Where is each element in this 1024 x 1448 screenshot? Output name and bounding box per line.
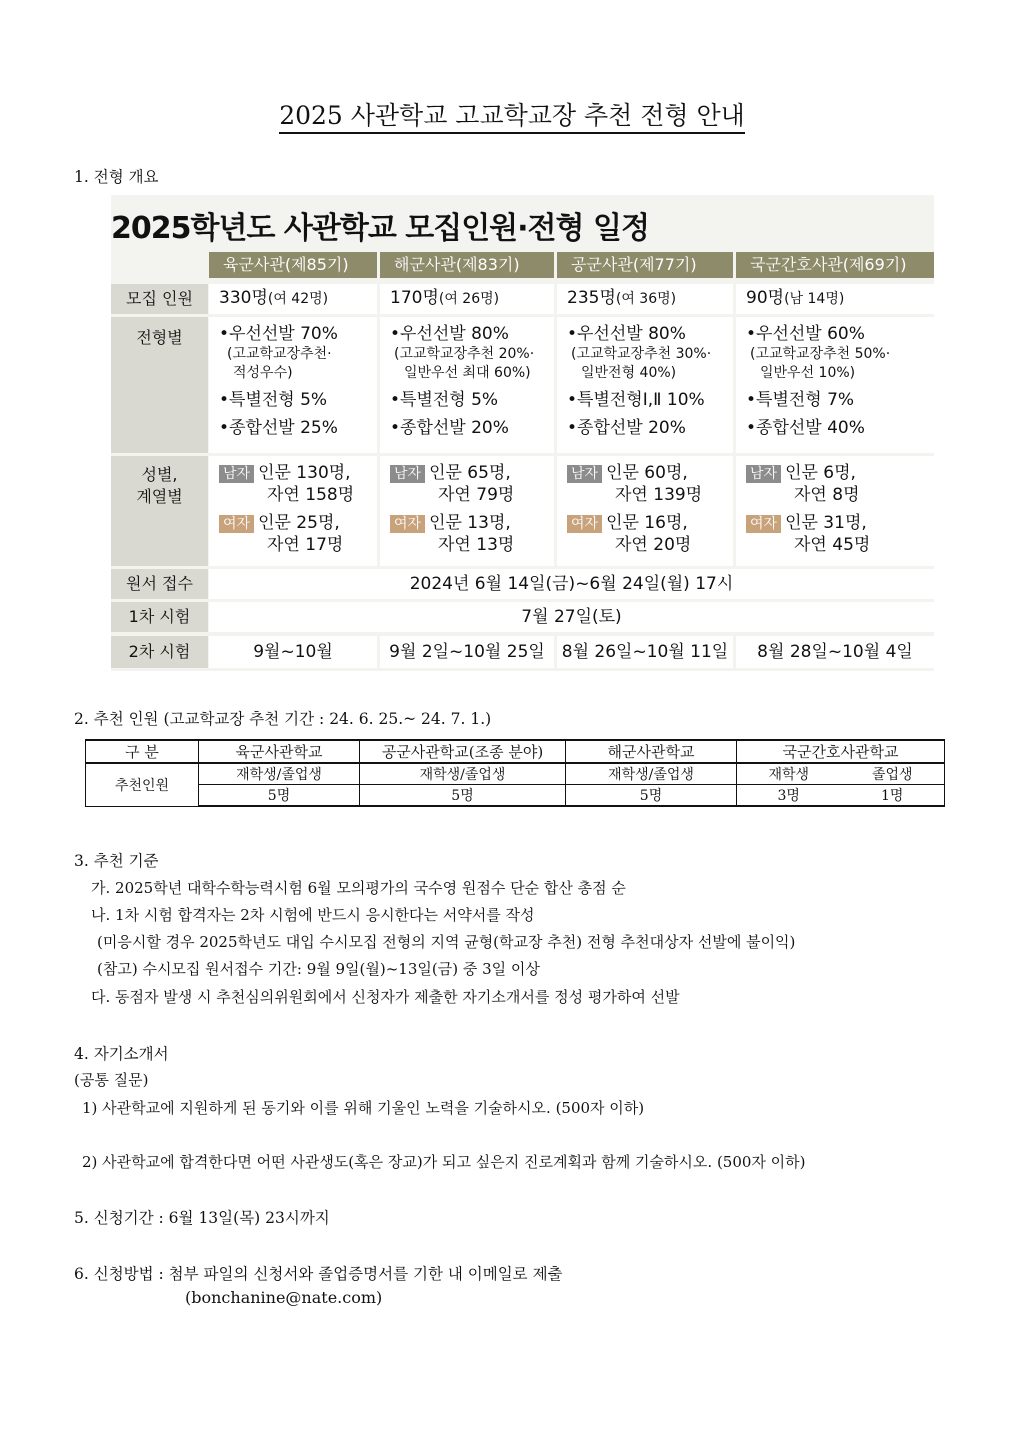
table-header-nursing: 국군간호사관학교 [737, 740, 945, 763]
school-header-nursing: 국군간호사관(제69기) [736, 252, 934, 278]
table-sub-army: 재학생/졸업생 [199, 763, 360, 785]
section-2-heading: 2. 추천 인원 (고교학교장 추천 기간 : 24. 6. 25.~ 24. 7. 1.) [74, 710, 492, 728]
exam2-army: 9월~10월 [209, 636, 377, 668]
row-label-gender [111, 456, 208, 566]
email-address[interactable]: (bonchanine@nate.com) [185, 1288, 383, 1307]
row-label-exam1: 1차 시험 [111, 602, 208, 632]
section-1-heading: 1. 전형 개요 [74, 168, 159, 186]
table-count-army: 5명 [199, 785, 360, 807]
exam2-nursing: 8월 28일~10월 4일 [736, 636, 934, 668]
table-sub-airforce: 재학생/졸업생 [360, 763, 566, 785]
criteria-item-a: 가. 2025학년 대학수학능력시험 6월 모의평가의 국수영 원점수 단순 합산 총점 순 [91, 879, 626, 897]
exam2-airforce: 8월 26일~10월 11일 [557, 636, 733, 668]
criteria-item-reference: (참고) 수시모집 원서접수 기간: 9월 9일(월)~13일(금) 중 3일 이상 [97, 960, 540, 978]
table-count-navy: 5명 [566, 785, 737, 807]
exam1-date: 7월 27일(토) [209, 602, 934, 632]
school-header-army: 육군사관(제85기) [209, 252, 377, 278]
apply-period: 2024년 6월 14일(금)~6월 24일(월) 17시 [209, 569, 934, 599]
gender-nursing: 남자 인문 6명, 자연 8명 여자 인문 31명, 자연 45명 [736, 456, 934, 566]
gender-airforce: 남자 인문 60명, 자연 139명 여자 인문 16명, 자연 20명 [557, 456, 733, 566]
section-4-heading: 4. 자기소개서 [74, 1045, 169, 1063]
school-header-airforce: 공군사관(제77기) [557, 252, 733, 278]
table-header-division: 구 분 [86, 740, 199, 763]
recruit-army: 330명(여 42명) [209, 284, 377, 314]
recommendation-table [85, 739, 945, 807]
row-label-apply: 원서 접수 [111, 569, 208, 599]
infographic-title: 2025학년도 사관학교 모집인원·전형 일정 [111, 211, 649, 246]
row-label-exam2: 2차 시험 [111, 636, 208, 668]
table-sub-nursing-current: 재학생 [737, 763, 841, 785]
table-count-nursing-grad: 1명 [840, 785, 944, 807]
row-label-type: 전형별 [111, 317, 208, 453]
section-6-heading: 6. 신청방법 : 첨부 파일의 신청서와 졸업증명서를 기한 내 이메일로 제출 [74, 1265, 563, 1283]
table-count-nursing-current: 3명 [737, 785, 841, 807]
recruit-airforce: 235명(여 36명) [557, 284, 733, 314]
recruitment-infographic [111, 195, 934, 671]
essay-question-1: 1) 사관학교에 지원하게 된 동기와 이를 위해 기울인 노력을 기술하시오. (500자 이하) [82, 1099, 645, 1117]
table-sub-navy: 재학생/졸업생 [566, 763, 737, 785]
table-header-navy: 해군사관학교 [566, 740, 737, 763]
table-row-label: 추천인원 [86, 763, 199, 806]
criteria-item-b: 나. 1차 시험 합격자는 2차 시험에 반드시 응시한다는 서약서를 작성 [91, 906, 535, 924]
section-5-heading: 5. 신청기간 : 6월 13일(목) 23시까지 [74, 1209, 330, 1227]
essay-question-2: 2) 사관학교에 합격한다면 어떤 사관생도(혹은 장교)가 되고 싶은지 진로계획과 함께 기술하시오. (500자 이하) [82, 1153, 806, 1171]
table-header-army: 육군사관학교 [199, 740, 360, 763]
row-label-gender-line2: 계열별 [136, 487, 183, 506]
gender-army: 남자 인문 130명, 자연 158명 여자 인문 25명, 자연 17명 [209, 456, 377, 566]
row-label-gender-line1: 성별, [141, 465, 178, 484]
table-count-airforce: 5명 [360, 785, 566, 807]
type-navy: •우선선발 80% (고교학교장추천 20%· 일반우선 최대 60%) •특별전형 5% •종합선발 20% [380, 317, 554, 453]
type-airforce: •우선선발 80% (고교학교장추천 30%· 일반전형 40%) •특별전형Ⅰ,Ⅱ 10% •종합선발 20% [557, 317, 733, 453]
page-title: 2025 사관학교 고교학교장 추천 전형 안내 [0, 96, 1024, 132]
recruit-navy: 170명(여 26명) [380, 284, 554, 314]
gender-navy: 남자 인문 65명, 자연 79명 여자 인문 13명, 자연 13명 [380, 456, 554, 566]
school-header-navy: 해군사관(제83기) [380, 252, 554, 278]
common-question-label: (공통 질문) [74, 1071, 149, 1089]
table-header-airforce: 공군사관학교(조종 분야) [360, 740, 566, 763]
type-army: •우선선발 70% (고교학교장추천· 적성우수) •특별전형 5% •종합선발 25% [209, 317, 377, 453]
table-sub-nursing-grad: 졸업생 [840, 763, 944, 785]
recruit-nursing: 90명(남 14명) [736, 284, 934, 314]
criteria-item-c: 다. 동점자 발생 시 추천심의위원회에서 신청자가 제출한 자기소개서를 정성 평가하여 선발 [91, 988, 680, 1006]
type-nursing: •우선선발 60% (고교학교장추천 50%· 일반우선 10%) •특별전형 7% •종합선발 40% [736, 317, 934, 453]
row-label-recruit: 모집 인원 [111, 284, 208, 314]
section-3-heading: 3. 추천 기준 [74, 852, 159, 870]
exam2-navy: 9월 2일~10월 25일 [380, 636, 554, 668]
criteria-item-b-note: (미응시할 경우 2025학년도 대입 수시모집 전형의 지역 균형(학교장 추천) 전형 추천대상자 선발에 불이익) [97, 933, 796, 951]
